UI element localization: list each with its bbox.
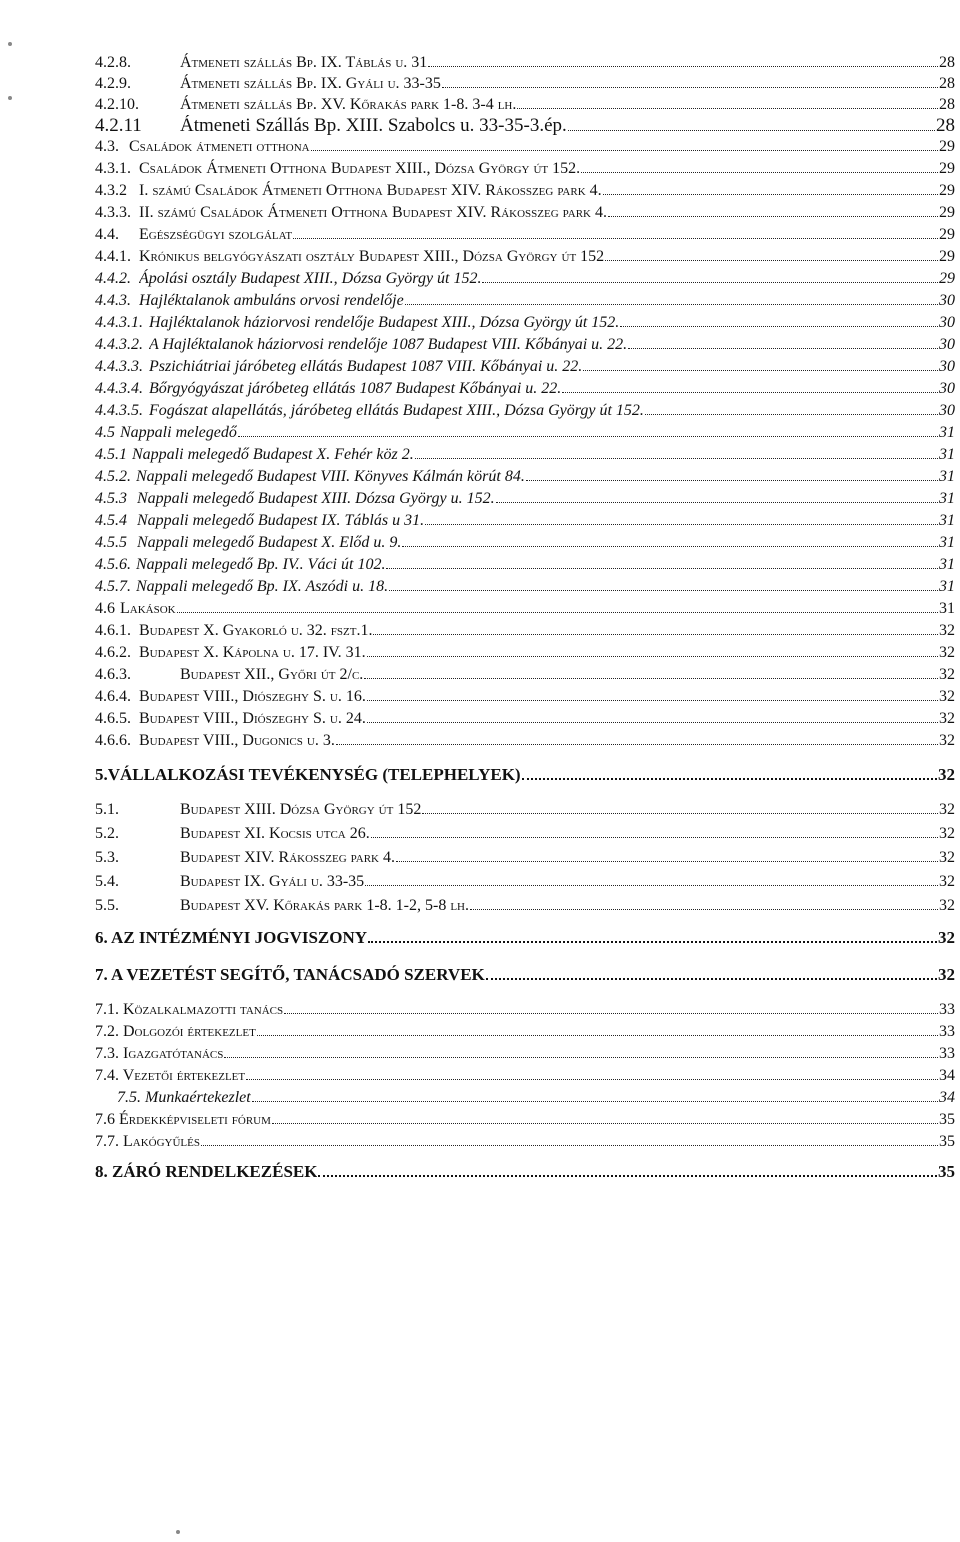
entry-page: 34 (939, 1067, 955, 1084)
entry-title: 7.4. Vezetői értekezlet (95, 1067, 246, 1084)
toc-entry (95, 555, 955, 575)
entry-title: Budapest VIII., Dugonics u. 3. (139, 732, 335, 749)
entry-title: 7.5. Munkaértekezlet (117, 1089, 251, 1106)
dot-leader (238, 436, 938, 437)
dot-leader (224, 1057, 938, 1058)
toc-entry (95, 1044, 955, 1064)
entry-title: Családok Átmeneti Otthona Budapest XIII., Dózsa György út 152. (139, 160, 581, 177)
entry-title: Budapest VIII., Diószeghy S. u. 16. (139, 688, 366, 705)
entry-title: Nappali melegedő (120, 424, 237, 441)
entry-number: 5.1. (95, 801, 119, 818)
dot-leader (526, 480, 938, 481)
toc-entry (95, 599, 955, 619)
toc-entry (95, 137, 955, 157)
entry-number: 4.5 (95, 424, 115, 441)
toc-entry (95, 511, 955, 531)
entry-title: Krónikus belgyógyászati osztály Budapest XIII., Dózsa György út 152 (139, 248, 605, 265)
entry-number: 4.3.2 (95, 182, 127, 199)
entry-page: 35 (939, 1111, 955, 1128)
dot-leader (620, 326, 938, 327)
entry-page: 35 (938, 1162, 955, 1181)
toc-entry (95, 709, 955, 729)
toc-entry (95, 1132, 955, 1152)
toc-entry (95, 533, 955, 553)
dot-leader (562, 392, 938, 393)
entry-title: I. számú Családok Átmeneti Otthona Budapest XIV. Rákosszeg park 4. (139, 182, 602, 199)
entry-title: II. számú Családok Átmeneti Otthona Budapest XIV. Rákosszeg park 4. (139, 204, 607, 221)
entry-page: 32 (939, 801, 955, 818)
toc-entry (95, 291, 955, 311)
toc-entry (117, 1088, 955, 1108)
entry-page: 32 (939, 622, 955, 639)
entry-page: 30 (939, 336, 955, 353)
toc-entry (95, 225, 955, 245)
entry-page: 30 (939, 292, 955, 309)
dot-leader (201, 1145, 938, 1146)
entry-page: 30 (939, 314, 955, 331)
entry-page: 28 (939, 96, 955, 113)
dot-leader (517, 108, 938, 109)
toc-entry (95, 665, 955, 685)
entry-title: 7.3. Igazgatótanács (95, 1045, 224, 1062)
entry-title: 7.1. Közalkalmazotti tanács (95, 1001, 284, 1018)
toc-entry (95, 423, 955, 443)
toc-entry (95, 1066, 955, 1086)
entry-number: 4.6.4. (95, 688, 131, 705)
entry-number: 4.5.4 (95, 512, 127, 529)
entry-title: Nappali melegedő Bp. IX. Aszódi u. 18. (136, 578, 389, 595)
dot-leader (486, 978, 937, 980)
entry-number: 4.5.1 (95, 446, 127, 463)
entry-title: Átmeneti Szállás Bp. XIII. Szabolcs u. 33-35-3.ép. (180, 115, 567, 136)
entry-title: Budapest XIV. Rákosszeg park 4. (180, 849, 396, 866)
entry-number: 4.5.6. (95, 556, 131, 573)
entry-page: 32 (939, 732, 955, 749)
entry-number: 4.4.3.2. (95, 336, 143, 353)
dot-leader (293, 238, 938, 239)
entry-page: 31 (939, 534, 955, 551)
entry-title: Nappali melegedő Budapest X. Előd u. 9. (137, 534, 402, 551)
entry-title: Nappali melegedő Budapest IX. Táblás u 31. (137, 512, 425, 529)
dot-leader (522, 778, 937, 780)
entry-number: 4.5.5 (95, 534, 127, 551)
entry-title: 7.7. Lakógyűlés (95, 1133, 200, 1150)
dot-leader (386, 568, 938, 569)
toc-entry (95, 848, 955, 868)
entry-number: 4.5.2. (95, 468, 131, 485)
entry-number: 4.2.8. (95, 54, 131, 71)
entry-number: 4.4.1. (95, 248, 131, 265)
toc-entry (95, 489, 955, 509)
toc-entry (95, 577, 955, 597)
entry-number: 4.2.9. (95, 75, 131, 92)
toc-entry (95, 824, 955, 844)
toc-entry (95, 313, 955, 333)
dot-leader (442, 87, 938, 88)
entry-number: 4.4.3.5. (95, 402, 143, 419)
toc-entry (95, 379, 955, 399)
dot-leader (415, 458, 938, 459)
entry-page: 30 (939, 380, 955, 397)
toc-entry (95, 643, 955, 663)
entry-number: 4.6.3. (95, 666, 131, 683)
entry-title: Budapest IX. Gyáli u. 33-35 (180, 873, 365, 890)
toc-entry (95, 53, 955, 73)
entry-title: Budapest VIII., Diószeghy S. u. 24. (139, 710, 366, 727)
dot-leader (568, 130, 935, 131)
entry-page: 28 (939, 75, 955, 92)
entry-number: 4.3.3. (95, 204, 131, 221)
dot-leader (272, 1123, 938, 1124)
entry-number: 4.6.1. (95, 622, 131, 639)
toc-entry (95, 401, 955, 421)
entry-title: Budapest XI. Kocsis utca 26. (180, 825, 370, 842)
entry-page: 34 (939, 1089, 955, 1106)
entry-title: Nappali melegedő Budapest XIII. Dózsa György u. 152. (137, 490, 495, 507)
entry-title: 7.2. Dolgozói értekezlet (95, 1023, 256, 1040)
dot-leader (645, 414, 938, 415)
toc-entry (95, 445, 955, 465)
dot-leader (368, 941, 937, 943)
dot-leader (422, 813, 938, 814)
entry-number: 4.6.6. (95, 732, 131, 749)
entry-number: 4.2.11 (95, 115, 142, 136)
entry-title: Hajléktalanok háziorvosi rendelője Budapest XIII., Dózsa György út 152. (149, 314, 620, 331)
toc-entry (95, 74, 955, 94)
entry-number: 5.2. (95, 825, 119, 842)
entry-page: 29 (939, 182, 955, 199)
dot-leader (405, 304, 938, 305)
entry-number: 4.3.1. (95, 160, 131, 177)
entry-page: 32 (939, 873, 955, 890)
entry-page: 29 (939, 160, 955, 177)
toc-entry (95, 357, 955, 377)
dot-leader (605, 260, 938, 261)
entry-title: A Hajléktalanok háziorvosi rendelője 1087 Budapest VIII. Kőbányai u. 22. (149, 336, 628, 353)
dot-leader (470, 909, 938, 910)
toc-heading (95, 765, 955, 785)
entry-number: 5.5. (95, 897, 119, 914)
entry-title: Átmeneti szállás Bp. IX. Gyáli u. 33-35 (180, 75, 441, 92)
entry-page: 29 (939, 204, 955, 221)
entry-page: 33 (939, 1001, 955, 1018)
entry-number: 4.2.10. (95, 96, 139, 113)
toc-entry (95, 687, 955, 707)
entry-title: 7.6 Érdekképviseleti fórum (95, 1111, 271, 1128)
entry-title: Ápolási osztály Budapest XIII., Dózsa György út 152. (139, 270, 482, 287)
dot-leader (396, 861, 938, 862)
entry-page: 31 (939, 556, 955, 573)
dot-leader (311, 150, 938, 151)
entry-page: 32 (939, 644, 955, 661)
entry-page: 32 (938, 765, 955, 784)
toc-entry (95, 896, 955, 916)
dot-leader (284, 1013, 938, 1014)
entry-page: 31 (939, 600, 955, 617)
scan-speck (8, 96, 12, 100)
dot-leader (628, 348, 938, 349)
toc-entry (95, 203, 955, 223)
entry-page: 29 (939, 270, 955, 287)
dot-leader (177, 612, 938, 613)
entry-page: 31 (939, 468, 955, 485)
toc-entry (95, 1000, 955, 1020)
toc-entry (95, 872, 955, 892)
dot-leader (367, 656, 938, 657)
entry-number: 4.4.3.3. (95, 358, 143, 375)
entry-number: 4.4.3.1. (95, 314, 143, 331)
entry-page: 30 (939, 358, 955, 375)
entry-number: 4.4. (95, 226, 119, 243)
entry-page: 31 (939, 424, 955, 441)
entry-page: 31 (939, 512, 955, 529)
entry-page: 28 (939, 54, 955, 71)
entry-title: Nappali melegedő Bp. IV.. Váci út 102. (136, 556, 386, 573)
dot-leader (252, 1101, 938, 1102)
entry-page: 31 (939, 490, 955, 507)
entry-number: 4.3. (95, 138, 119, 155)
entry-page: 29 (939, 248, 955, 265)
entry-title: Budapest XIII. Dózsa György út 152 (180, 801, 422, 818)
dot-leader (583, 370, 938, 371)
toc-heading (95, 1162, 955, 1182)
dot-leader (246, 1079, 938, 1080)
dot-leader (367, 700, 938, 701)
entry-title: Egészségügyi szolgálat (139, 226, 293, 243)
entry-page: 31 (939, 578, 955, 595)
toc-entry (95, 731, 955, 751)
entry-number: 4.4.3. (95, 292, 131, 309)
entry-page: 32 (939, 710, 955, 727)
entry-number: 4.6 (95, 600, 115, 617)
toc-entry (95, 115, 955, 137)
dot-leader (581, 172, 938, 173)
entry-number: 4.6.5. (95, 710, 131, 727)
toc-entry (95, 159, 955, 179)
toc-entry (95, 95, 955, 115)
entry-page: 32 (939, 897, 955, 914)
entry-title: Lakások (120, 600, 176, 617)
heading-title: 8. ZÁRÓ RENDELKEZÉSEK (95, 1162, 318, 1181)
entry-page: 33 (939, 1045, 955, 1062)
dot-leader (365, 885, 938, 886)
entry-page: 32 (939, 688, 955, 705)
dot-leader (496, 502, 938, 503)
entry-title: Budapest X. Gyakorló u. 32. fszt.1. (139, 622, 373, 639)
entry-page: 32 (939, 825, 955, 842)
dot-leader (373, 634, 938, 635)
dot-leader (364, 678, 938, 679)
entry-title: Budapest X. Kápolna u. 17. IV. 31. (139, 644, 366, 661)
dot-leader (389, 590, 938, 591)
entry-title: Átmeneti szállás Bp. XV. Kőrakás park 1-8. 3-4 lh. (180, 96, 517, 113)
toc-entry (95, 335, 955, 355)
dot-leader (402, 546, 938, 547)
entry-page: 32 (939, 666, 955, 683)
entry-title: Családok átmeneti otthona (129, 138, 310, 155)
entry-number: 4.4.2. (95, 270, 131, 287)
toc-entry (95, 247, 955, 267)
toc-entry (95, 269, 955, 289)
entry-title: Bőrgyógyászat járóbeteg ellátás 1087 Budapest Kőbányai u. 22. (149, 380, 562, 397)
entry-page: 35 (939, 1133, 955, 1150)
scan-speck (8, 42, 12, 46)
scan-speck (176, 1530, 180, 1534)
entry-number: 5.3. (95, 849, 119, 866)
dot-leader (603, 194, 938, 195)
dot-leader (318, 1175, 937, 1177)
entry-title: Nappali melegedő Budapest VIII. Könyves Kálmán körút 84. (136, 468, 525, 485)
dot-leader (428, 66, 938, 67)
toc-entry (95, 1022, 955, 1042)
heading-title: 7. A VEZETÉST SEGÍTŐ, TANÁCSADÓ SZERVEK (95, 965, 485, 984)
entry-page: 32 (938, 928, 955, 947)
dot-leader (608, 216, 938, 217)
entry-number: 4.5.3 (95, 490, 127, 507)
heading-title: 5.VÁLLALKOZÁSI TEVÉKENYSÉG (TELEPHELYEK) (95, 765, 521, 784)
entry-number: 4.5.7. (95, 578, 131, 595)
entry-page: 30 (939, 402, 955, 419)
entry-page: 31 (939, 446, 955, 463)
toc-heading (95, 928, 955, 948)
entry-page: 29 (939, 226, 955, 243)
entry-title: Fogászat alapellátás, járóbeteg ellátás Budapest XIII., Dózsa György út 152. (149, 402, 644, 419)
entry-title: Budapest XV. Kőrakás park 1-8. 1-2, 5-8 lh. (180, 897, 469, 914)
entry-page: 32 (938, 965, 955, 984)
entry-page: 28 (936, 115, 955, 136)
toc-entry (95, 467, 955, 487)
entry-title: Nappali melegedő Budapest X. Fehér köz 2. (132, 446, 414, 463)
entry-title: Hajléktalanok ambuláns orvosi rendelője (139, 292, 404, 309)
entry-page: 33 (939, 1023, 955, 1040)
toc-entry (95, 1110, 955, 1130)
entry-page: 29 (939, 138, 955, 155)
entry-number: 5.4. (95, 873, 119, 890)
heading-title: 6. AZ INTÉZMÉNYI JOGVISZONY (95, 928, 368, 947)
entry-number: 4.4.3.4. (95, 380, 143, 397)
dot-leader (367, 722, 938, 723)
entry-title: Átmeneti szállás Bp. IX. Táblás u. 31 (180, 54, 428, 71)
toc-entry (95, 621, 955, 641)
entry-number: 4.6.2. (95, 644, 131, 661)
entry-title: Pszichiátriai járóbeteg ellátás Budapest 1087 VIII. Kőbányai u. 22. (149, 358, 583, 375)
dot-leader (257, 1035, 938, 1036)
dot-leader (425, 524, 938, 525)
toc-entry (95, 800, 955, 820)
dot-leader (482, 282, 938, 283)
entry-title: Budapest XII., Győri út 2/c. (180, 666, 364, 683)
dot-leader (371, 837, 938, 838)
toc-heading (95, 965, 955, 985)
dot-leader (336, 744, 938, 745)
entry-page: 32 (939, 849, 955, 866)
toc-entry (95, 181, 955, 201)
